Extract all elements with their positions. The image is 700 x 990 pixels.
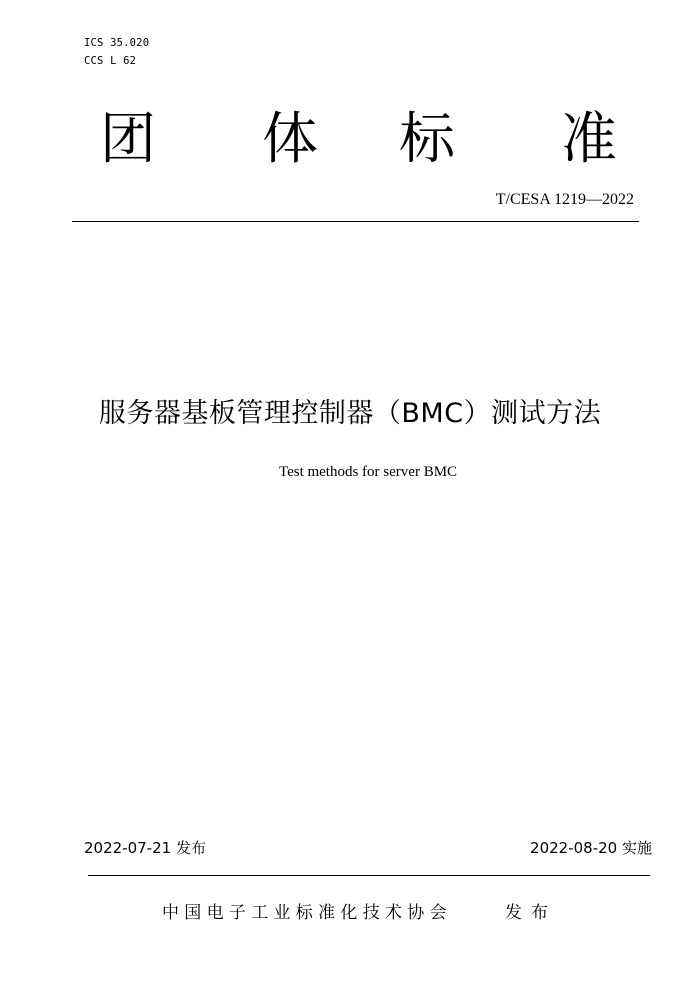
standard-type-char-3: 标 xyxy=(399,107,455,172)
standard-type-char-1: 团 xyxy=(100,107,156,172)
document-title-english: Test methods for server BMC xyxy=(278,464,458,480)
document-title-chinese: 服务器基板管理控制器（BMC）测试方法 xyxy=(98,398,602,429)
standard-type-char-2: 体 xyxy=(262,107,318,172)
issuing-organization: 中国电子工业标准化技术协会 xyxy=(162,903,452,923)
standard-number: T/CESA 1219—2022 xyxy=(495,191,634,208)
implement-date: 2022-08-20 实施 xyxy=(530,839,652,857)
publish-date: 2022-07-21 发布 xyxy=(84,839,206,857)
ccs-code: CCS L 62 xyxy=(84,55,137,67)
issue-label: 发布 xyxy=(505,903,557,923)
ics-code: ICS 35.020 xyxy=(84,37,150,49)
footer-divider xyxy=(88,875,650,876)
header-divider xyxy=(72,221,639,222)
standard-type-char-4: 准 xyxy=(561,107,617,172)
